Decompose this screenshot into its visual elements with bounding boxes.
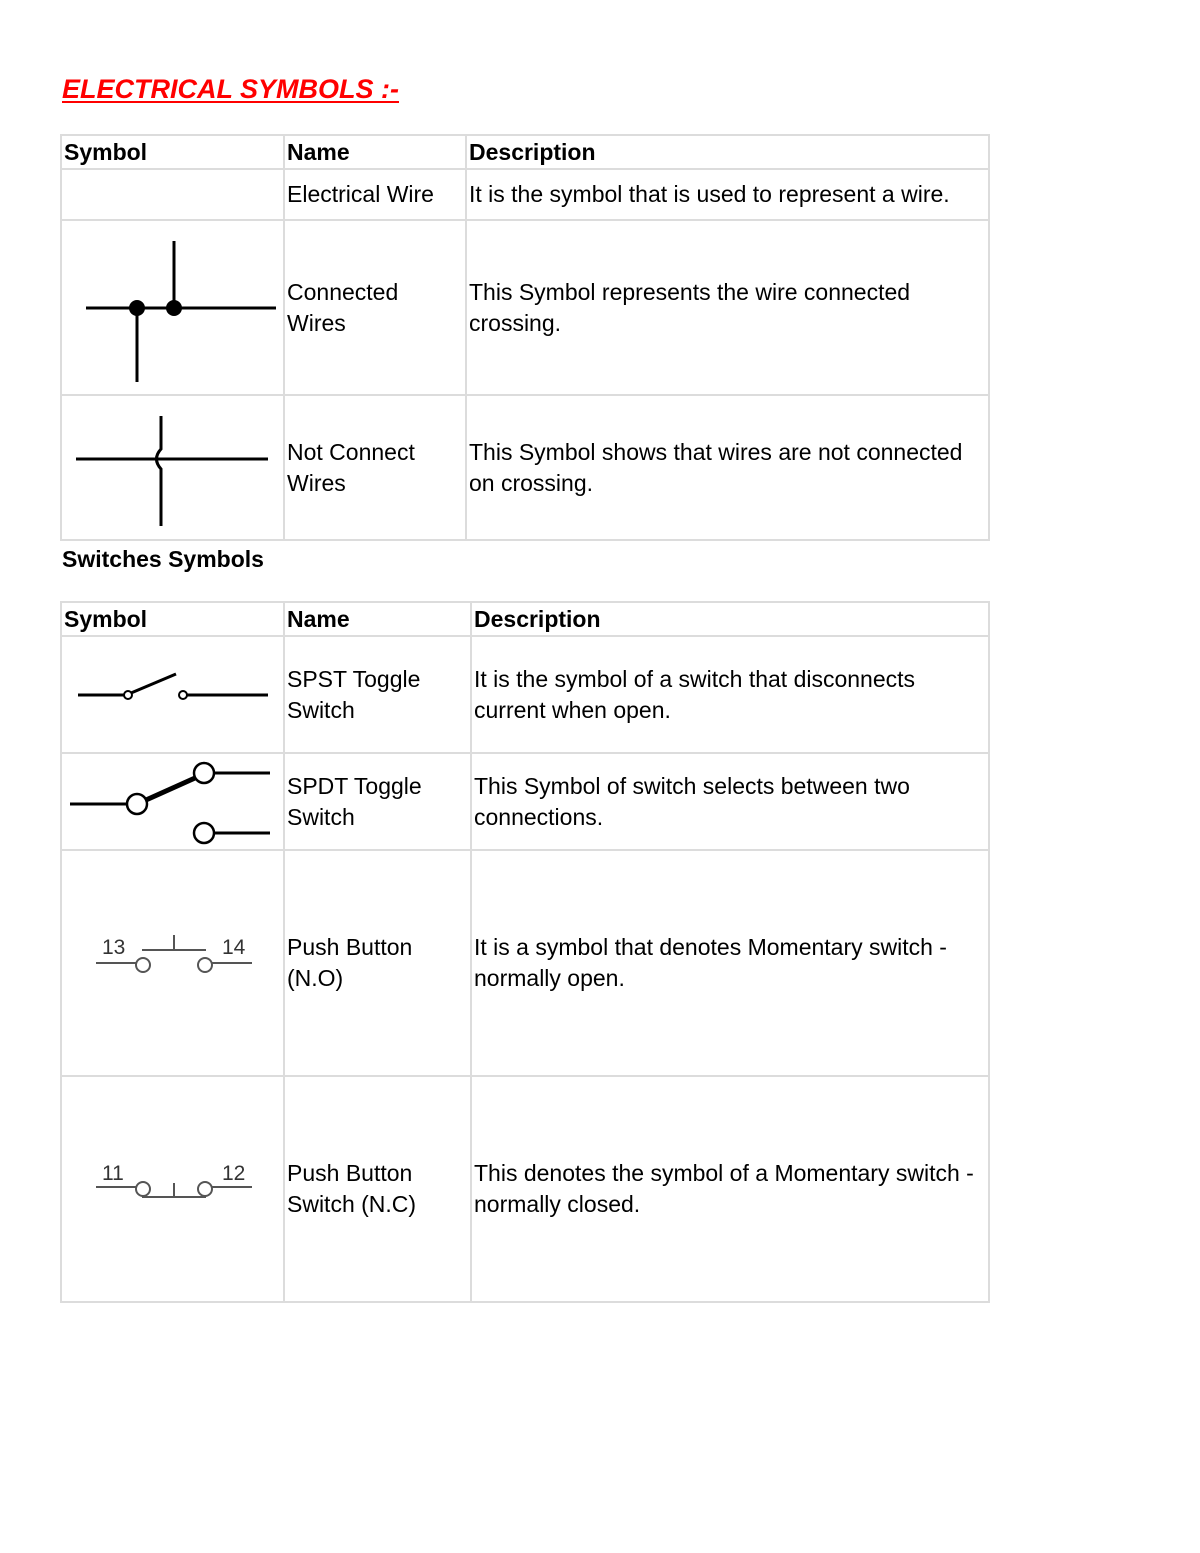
switches-symbols-table xyxy=(60,601,990,1303)
push-button-nc-icon xyxy=(62,1077,283,1301)
table-header-row xyxy=(61,602,989,636)
row-description: It is a symbol that denotes Momentary switch - normally open. xyxy=(471,850,989,1076)
table-header-row xyxy=(61,135,989,169)
table-row xyxy=(61,753,989,850)
symbol-cell-not-connected-wires xyxy=(61,395,284,540)
terminal-label-left: 11 xyxy=(102,1162,124,1185)
header-symbol: Symbol xyxy=(61,135,284,169)
header-description: Description xyxy=(471,602,989,636)
header-name: Name xyxy=(284,135,466,169)
table-row xyxy=(61,636,989,753)
section-title-switches: Switches Symbols xyxy=(62,546,264,572)
symbol-cell-spdt xyxy=(61,753,284,850)
symbol-cell-push-button-nc xyxy=(61,1076,284,1302)
row-description: This denotes the symbol of a Momentary switch - normally closed. xyxy=(471,1076,989,1302)
row-description: It is the symbol that is used to represent a wire. xyxy=(466,169,989,220)
electrical-symbols-table xyxy=(60,134,990,541)
spst-switch-icon xyxy=(62,637,283,752)
row-description: This Symbol of switch selects between two connections. xyxy=(471,753,989,850)
page-title: ELECTRICAL SYMBOLS :- xyxy=(62,74,399,104)
terminal-label-right: 12 xyxy=(222,1162,246,1185)
table-row xyxy=(61,850,989,1076)
header-name: Name xyxy=(284,602,471,636)
row-description: It is the symbol of a switch that disconnects current when open. xyxy=(471,636,989,753)
connected-wires-icon xyxy=(62,221,283,394)
row-description: This Symbol represents the wire connected crossing. xyxy=(466,220,989,395)
not-connected-wires-icon xyxy=(62,396,283,539)
row-name: SPDT Toggle Switch xyxy=(284,753,471,850)
table-row xyxy=(61,220,989,395)
terminal-label-right: 14 xyxy=(222,936,246,959)
terminal-label-left: 13 xyxy=(102,936,126,959)
row-name: Push Button (N.O) xyxy=(284,850,471,1076)
row-description: This Symbol shows that wires are not connected on crossing. xyxy=(466,395,989,540)
row-name: Not Connect Wires xyxy=(284,395,466,540)
symbol-cell-connected-wires xyxy=(61,220,284,395)
table-row xyxy=(61,169,989,220)
row-name: Connected Wires xyxy=(284,220,466,395)
row-name: Electrical Wire xyxy=(284,169,466,220)
push-button-no-icon xyxy=(62,851,283,1075)
spdt-switch-icon xyxy=(62,754,283,849)
symbol-cell-spst xyxy=(61,636,284,753)
symbol-cell-push-button-no xyxy=(61,850,284,1076)
symbol-cell-electrical-wire xyxy=(61,169,284,220)
header-description: Description xyxy=(466,135,989,169)
table-row xyxy=(61,1076,989,1302)
table-row xyxy=(61,395,989,540)
row-name: Push Button Switch (N.C) xyxy=(284,1076,471,1302)
header-symbol: Symbol xyxy=(61,602,284,636)
row-name: SPST Toggle Switch xyxy=(284,636,471,753)
